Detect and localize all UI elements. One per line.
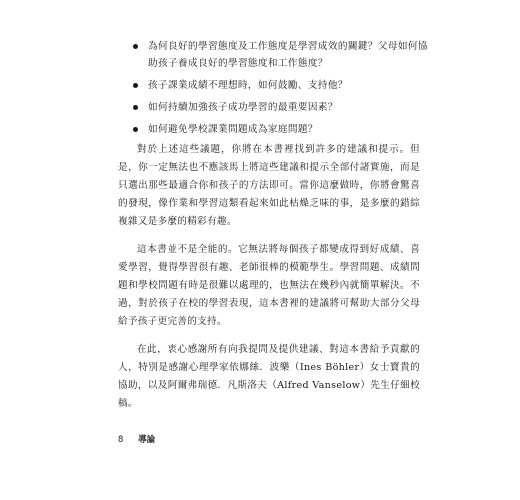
section-title: 導論 <box>138 435 156 445</box>
paragraph: 這本書並不是全能的。它無法將每個孩子都變成得到好成績、喜愛學習，覺得學習很有趣、老師很棒的模範學生。學習問題、成績問題和學校問題有時是很難以處理的，也無法在幾秒內就簡單解決。不過，對於孩子在校的學習表現，這本書裡的建議將可幫助大部分父母給予孩子更完善的支持。 <box>118 244 420 327</box>
list-item-text: 如何避免學校課業問題成為家庭問題？ <box>148 124 318 135</box>
list-item <box>131 77 431 94</box>
bullet-dot-icon <box>133 44 138 49</box>
page-number: 8 <box>118 435 124 445</box>
bullet-dot-icon <box>133 83 138 88</box>
bullet-dot-icon <box>133 127 138 132</box>
paragraph: 對於上述這些議題，你將在本書裡找到許多的建議和提示。但是，你一定無法也不應該馬上將這些建議和提示全部付諸實施，而是只選出那些最適合你和孩子的方法即可。當你這麼做時，你將會驚喜的發現，像作業和學習這類看起來如此枯燥乏味的事，是多麼的錯綜複雜又是多麼的精彩有趣。 <box>118 144 420 227</box>
paragraph: 在此，衷心感謝所有向我提問及提供建議、對這本書給予貢獻的人，特別是感謝心理學家依娜絲．波樂（Ines Böhler）女士寶貴的協助，以及阿爾弗瑞德．凡斯洛夫（Alfred Vanselow）先生仔細校稿。 <box>118 344 420 409</box>
list-item <box>131 99 431 116</box>
question-list <box>131 38 431 143</box>
list-item-text: 為何良好的學習態度及工作態度是學習成效的關鍵？父母如何協助孩子養成良好的學習態度和工作態度？ <box>148 41 428 69</box>
page-footer <box>118 433 155 445</box>
list-item <box>131 121 431 138</box>
list-item-text: 孩子課業成績不理想時，如何鼓勵、支持他？ <box>148 80 348 91</box>
list-item <box>131 38 431 72</box>
bullet-dot-icon <box>133 105 138 110</box>
list-item-text: 如何持續加強孩子成功學習的最重要因素？ <box>148 102 338 113</box>
body-text <box>118 141 420 423</box>
